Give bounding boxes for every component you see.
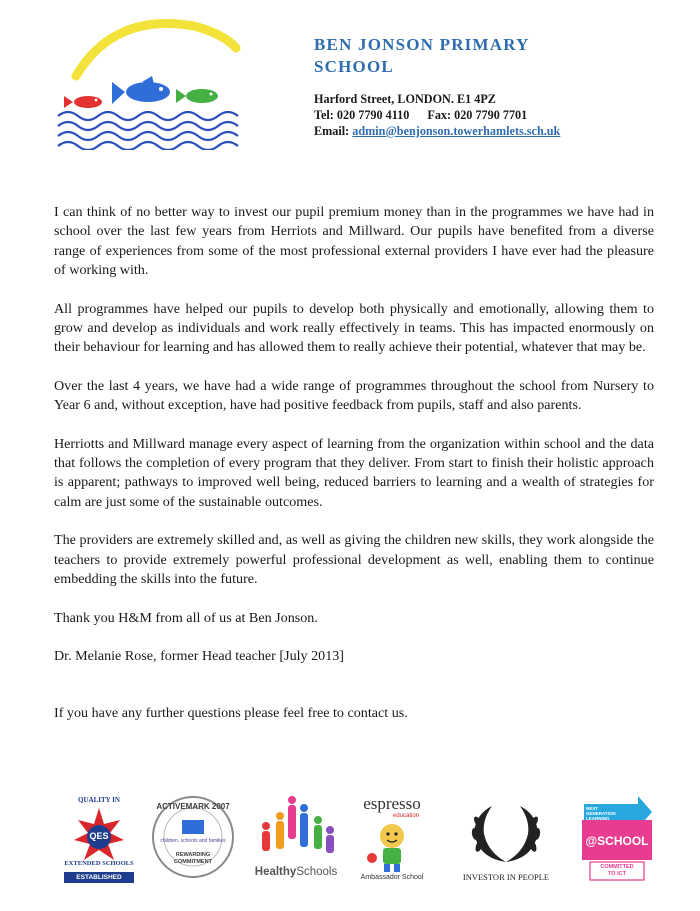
iip-caption: INVESTOR IN PEOPLE [462,872,550,882]
accreditation-logos [0,790,700,890]
waves-icon [58,112,238,150]
address-block [314,91,684,139]
espresso-logo [350,794,434,884]
signature-line: Dr. Melanie Rose, former Head teacher [July 2013] [54,647,344,664]
qes-top-text: QUALITY IN [78,796,120,804]
school-name [314,34,674,78]
contact-line: If you have any further questions please feel free to contact us. [54,705,408,722]
schools-word: Schools [296,866,338,878]
investor-in-people-logo [448,800,564,884]
activemark-arc-text: ACTIVEMARK 2007 [156,802,230,811]
ngl-line3: LEARNING [586,816,610,821]
people-figures-icon [262,796,334,853]
street-address: Harford Street, LONDON. E1 4PZ [314,92,496,106]
ngl-tag2: TO ICT [608,871,626,877]
activemark-center-text: children, schools and families [160,838,226,844]
paragraph-2: All programmes have helped our pupils to develop both physically and emotionally, allowing them to grow and develop as individuals and work really effectively in teams. This has impacted enormously on their behaviour for learning and has allowed them to really achieve their potential, whatever that may be. [54,300,654,356]
activemark-rewarding: REWARDING [175,852,211,858]
thanks-line: Thank you H&M from all of us at Ben Jonson. [54,609,318,626]
laurel-wreath-icon [471,806,541,862]
healthy-schools-text [246,866,346,878]
logo-arc [76,23,236,76]
email-label: Email: [314,124,353,138]
ngl-line1: NEXT [586,806,599,811]
email-link[interactable]: admin@benjonson.towerhamlets.sch.uk [352,124,561,138]
telephone: Tel: 020 7790 4110 [314,108,410,122]
qes-band: ESTABLISHED [64,872,134,883]
school-name-line1: BEN JONSON PRIMARY [314,35,530,54]
activemark-logo [150,794,236,880]
school-name-line2: SCHOOL [314,57,394,76]
ngl-tag1: COMMITTED [600,864,634,870]
phone-line [314,107,684,123]
qes-bottom-text: EXTENDED SCHOOLS [64,860,134,867]
paragraph-1: I can think of no better way to invest our pupil premium money than in the programmes we have had in school over the last few years from Herriots and Millward. Our pupils have benefited from a diverse range of experiences from some of the most professional external providers I have ever had the pleasure of working with. [54,204,654,279]
cartoon-character-icon [367,824,404,872]
paragraph-4: Herriotts and Millward manage every aspect of learning from the organization within school and the data that follows the completion of every program that they deliver. From start to finish their holistic approach is apparent; pathways to improved well being, reduced barriers to learning and a wealth of strategies for calm are just some of the sustainable outcomes. [54,435,654,510]
email-line [314,123,684,139]
blue-fish-icon [112,76,170,104]
paragraph-3: Over the last 4 years, we have had a wide range of programmes throughout the school from Nursery to Year 6 and, without exception, have had positive feedback from pupils, staff and also parents. [54,377,654,414]
ngl-school-logo [580,794,654,882]
red-fish-icon [64,96,102,108]
school-logo [54,18,250,150]
espresso-caption: Ambassador School [360,874,424,881]
letter-body [54,203,654,743]
green-fish-icon [176,89,218,103]
activemark-commitment: COMMITMENT [174,859,212,865]
ngl-line2: GENERATION [586,811,616,816]
healthy-schools-logo [246,792,346,884]
espresso-sub: education [392,813,420,819]
fax: Fax: 020 7790 7701 [427,108,528,122]
qes-logo [60,794,138,884]
espresso-brand: espresso [363,794,421,813]
ngl-brand: @SCHOOL [585,834,649,848]
healthy-word: Healthy [254,866,297,878]
paragraph-5: The providers are extremely skilled and, as well as giving the children new skills, they work alongside the teachers to provide extremely powerful professional development as well, enabling them to continue embedding the skills into the future. [54,532,654,588]
qes-center-text: QES [89,831,109,841]
